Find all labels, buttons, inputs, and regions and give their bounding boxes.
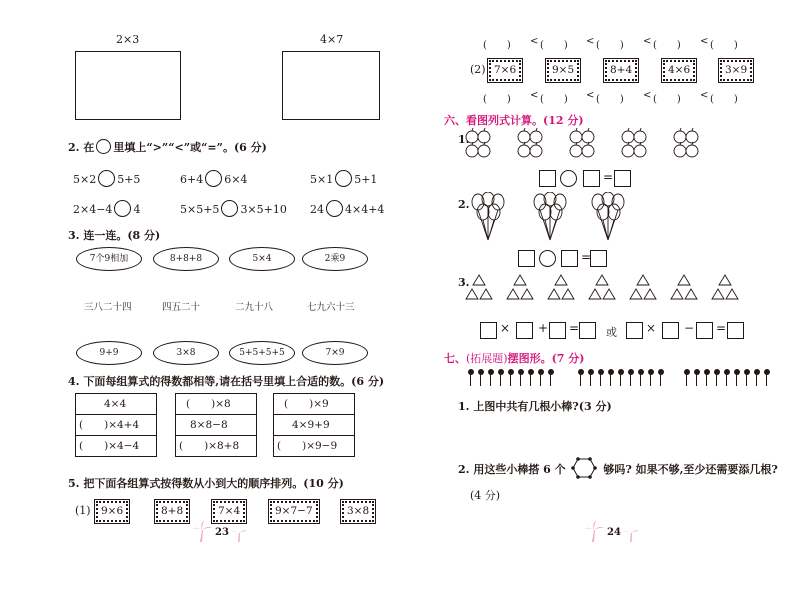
q2-item-6: 24 4×4+4 <box>310 200 384 217</box>
paren-slot[interactable]: ( ) <box>483 94 511 105</box>
paren-slot[interactable]: ( ) <box>653 40 681 51</box>
less-than: < <box>643 36 652 47</box>
q4-group-1 <box>75 393 157 457</box>
paren-slot[interactable]: ( ) <box>540 40 568 51</box>
less-than: < <box>586 90 595 101</box>
paren-slot[interactable]: ( ) <box>596 40 624 51</box>
less-than: < <box>700 90 709 101</box>
section-6-title: 六、看图列式计算。(12 分) <box>444 114 584 127</box>
stick-icon <box>540 372 541 386</box>
stick-icon <box>756 372 757 386</box>
stick-icon <box>716 372 717 386</box>
answer-box[interactable] <box>590 250 607 267</box>
stick-icon <box>480 372 481 386</box>
compare-circle[interactable] <box>114 200 131 217</box>
paren-slot[interactable]: ( ) <box>540 94 568 105</box>
cloud-bottom-1[interactable]: 9+9 <box>76 341 142 365</box>
page-number: 24 <box>607 527 621 538</box>
rhyme-3[interactable]: 二九十八 <box>235 302 274 313</box>
q4-group-3 <box>273 393 355 457</box>
answer-box-2x3 <box>75 51 181 120</box>
stick-icon <box>620 372 621 386</box>
less-than: < <box>586 36 595 47</box>
q4-row[interactable]: ( )×9−9 <box>277 440 338 452</box>
times-sign: × <box>500 321 511 335</box>
paren-slot[interactable]: ( ) <box>653 94 681 105</box>
q5-num: (1) <box>75 504 91 517</box>
grid-label-2x3: 2×3 <box>116 33 140 46</box>
q2-item-1: 5×2 5+5 <box>73 170 140 187</box>
stick-icon <box>706 372 707 386</box>
stick-icon <box>530 372 531 386</box>
less-than: < <box>700 36 709 47</box>
less-than: < <box>530 36 539 47</box>
q4-row[interactable]: ( )×8 <box>176 394 256 415</box>
stick-icon <box>726 372 727 386</box>
cloud-top-4[interactable]: 2乘9 <box>302 247 368 271</box>
expr-card[interactable]: 4×6 <box>663 60 695 81</box>
stick-icon <box>686 372 687 386</box>
expr-card[interactable]: 9×6 <box>96 501 128 522</box>
q7-2-score: (4 分) <box>470 489 501 502</box>
rhyme-2[interactable]: 四五二十 <box>162 302 201 313</box>
answer-box[interactable] <box>561 250 578 267</box>
less-than: < <box>530 90 539 101</box>
cloud-top-3[interactable]: 5×4 <box>229 247 295 271</box>
balloon-icon <box>468 192 638 244</box>
stick-icon <box>550 372 551 386</box>
hexagon-icon <box>571 457 597 479</box>
answer-box[interactable] <box>614 170 631 187</box>
q4-row: 8×8−8 <box>176 415 256 436</box>
answer-box[interactable] <box>518 250 535 267</box>
q4-row[interactable]: ( )×8+8 <box>179 440 240 452</box>
q2-item-2: 6+4 6×4 <box>180 170 247 187</box>
q4-row[interactable]: ( )×4−4 <box>79 440 140 452</box>
expr-card[interactable]: 3×9 <box>720 60 752 81</box>
stick-group <box>467 372 567 392</box>
stick-icon <box>600 372 601 386</box>
expr-card[interactable]: 7×6 <box>489 60 521 81</box>
answer-box-4x7 <box>282 51 380 120</box>
q5-2-num: (2) <box>470 63 486 76</box>
q4-title: 4. 下面每组算式的得数都相等,请在括号里填上合适的数。(6 分) <box>68 375 385 388</box>
q4-row[interactable]: ( )×4+4 <box>76 415 156 436</box>
q2-item-3: 5×1 5+1 <box>310 170 377 187</box>
answer-box[interactable] <box>696 322 713 339</box>
cloud-bottom-4[interactable]: 7×9 <box>302 341 368 365</box>
stick-icon <box>590 372 591 386</box>
answer-box[interactable] <box>549 322 566 339</box>
stick-icon <box>520 372 521 386</box>
q3-title: 3. 连一连。(8 分) <box>68 229 161 242</box>
stick-icon <box>630 372 631 386</box>
equals-sign: = <box>716 321 727 335</box>
rhyme-4[interactable]: 七九六十三 <box>307 302 355 313</box>
compare-circle[interactable] <box>98 170 115 187</box>
compare-circle[interactable] <box>205 170 222 187</box>
q7-2-text-b: 够吗? 如果不够,至少还需要添几根? <box>603 463 778 476</box>
sec6-item-3: 3. <box>458 276 470 289</box>
stick-icon <box>500 372 501 386</box>
stick-icon <box>650 372 651 386</box>
or-text: 或 <box>606 326 617 339</box>
q4-group-2 <box>175 393 257 457</box>
stick-icon <box>580 372 581 386</box>
stick-group <box>577 372 677 392</box>
plus-sign: + <box>538 321 549 335</box>
stick-icon <box>696 372 697 386</box>
q7-1: 1. 上图中共有几根小棒?(3 分) <box>458 400 612 413</box>
cloud-top-2[interactable]: 8+8+8 <box>153 247 219 271</box>
sec6-item-1: 1. <box>458 133 470 146</box>
expr-card[interactable]: 9×5 <box>547 60 579 81</box>
q4-row: 4×4 <box>76 394 156 415</box>
q5-title: 5. 把下面各组算式按得数从小到大的顺序排列。(10 分) <box>68 477 344 490</box>
triangle-icon <box>465 272 755 304</box>
minus-sign: − <box>684 321 695 335</box>
equals-sign: = <box>569 321 580 335</box>
expr-card[interactable]: 8+4 <box>605 60 637 81</box>
paren-slot[interactable]: ( ) <box>596 94 624 105</box>
times-sign: × <box>646 321 657 335</box>
answer-box[interactable] <box>539 170 556 187</box>
stick-icon <box>766 372 767 386</box>
q4-row[interactable]: ( )×9 <box>274 394 354 415</box>
less-than: < <box>643 90 652 101</box>
answer-box[interactable] <box>727 322 744 339</box>
section-7-title <box>444 350 585 366</box>
stick-group <box>683 372 783 392</box>
sec6-item-2: 2. <box>458 198 470 211</box>
q2-item-5: 5×5+5 3×5+10 <box>180 200 287 217</box>
operator-circle[interactable] <box>539 250 556 267</box>
paren-slot[interactable]: ( ) <box>710 94 738 105</box>
answer-box[interactable] <box>662 322 679 339</box>
paren-slot[interactable]: ( ) <box>710 40 738 51</box>
q2-title <box>68 139 267 155</box>
stick-icon <box>510 372 511 386</box>
q2-title-b: 里填上“>”“<”或“=”。(6 分) <box>113 141 267 154</box>
compare-circle[interactable] <box>326 200 343 217</box>
stick-icon <box>470 372 471 386</box>
answer-box[interactable] <box>583 170 600 187</box>
cloud-bottom-2[interactable]: 3×8 <box>153 341 219 365</box>
answer-box[interactable] <box>480 322 497 339</box>
q7-2-text-a: 2. 用这些小棒搭 6 个 <box>458 463 566 476</box>
grid-label-4x7: 4×7 <box>320 33 344 46</box>
compare-circle[interactable] <box>335 170 352 187</box>
stick-icon <box>490 372 491 386</box>
q2-title-a: 2. 在 <box>68 141 95 154</box>
circle-icon <box>96 139 111 154</box>
expr-card[interactable]: 8+8 <box>156 501 188 522</box>
answer-box[interactable] <box>626 322 643 339</box>
rhyme-1[interactable]: 三八二十四 <box>84 302 132 313</box>
answer-box[interactable] <box>516 322 533 339</box>
q4-row: 4×9+9 <box>274 415 354 436</box>
expr-card[interactable]: 3×8 <box>342 501 374 522</box>
stick-icon <box>610 372 611 386</box>
page-number: 23 <box>215 527 229 538</box>
equals-sign: = <box>581 250 592 264</box>
cloud-bottom-3[interactable]: 5+5+5+5 <box>229 341 295 365</box>
stick-icon <box>660 372 661 386</box>
stick-icon <box>746 372 747 386</box>
sec7-prefix: 七、 <box>444 352 466 365</box>
expr-card[interactable]: 9×7−7 <box>270 501 318 522</box>
operator-circle[interactable] <box>560 170 577 187</box>
sec7-tag: (拓展题) <box>466 352 508 365</box>
answer-box[interactable] <box>579 322 596 339</box>
q2-item-4: 2×4−4 4 <box>73 200 140 217</box>
cloud-top-1[interactable]: 7个9相加 <box>76 247 142 271</box>
paren-slot[interactable]: ( ) <box>483 40 511 51</box>
stick-icon <box>640 372 641 386</box>
equals-sign: = <box>603 170 614 184</box>
apple-icon <box>465 128 705 162</box>
stick-icon <box>736 372 737 386</box>
expr-card[interactable]: 7×4 <box>213 501 245 522</box>
q7-2 <box>458 457 778 479</box>
sec7-rest: 摆图形。(7 分) <box>507 352 585 365</box>
compare-circle[interactable] <box>221 200 238 217</box>
